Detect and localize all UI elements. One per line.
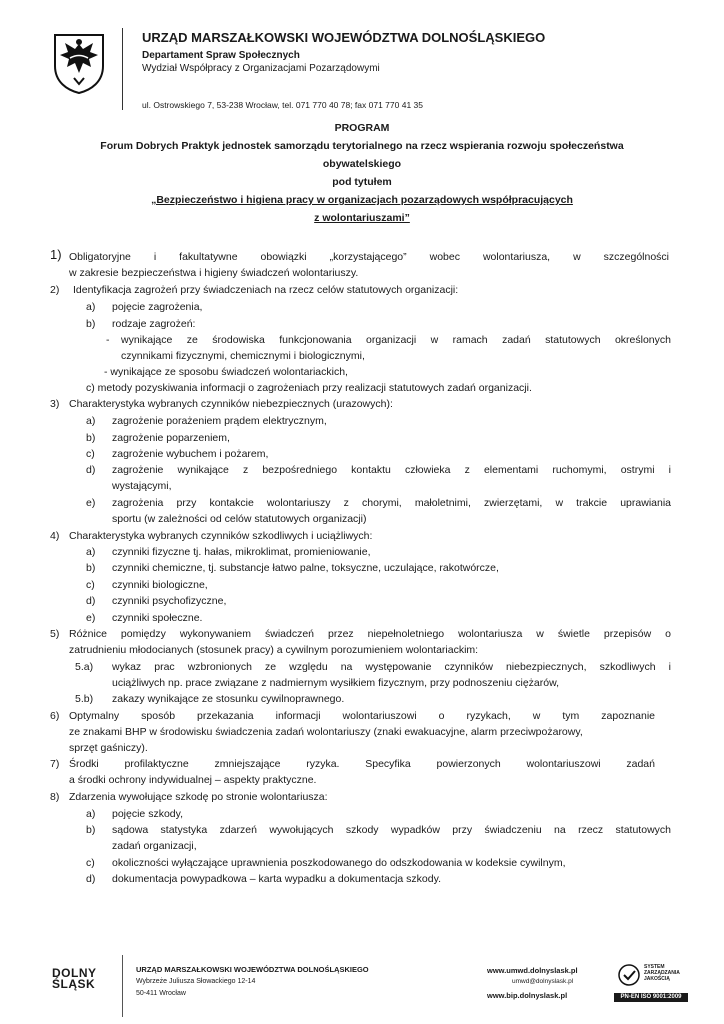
sub-marker: d) [86,873,96,885]
dash-marker: - [106,334,110,346]
sub-marker: b) [86,562,96,574]
item-6-line-3: sprzęt gaśniczy). [69,742,148,754]
item-3-heading: Charakterystyka wybranych czynników niebezpiecznych (urazowych): [69,398,393,410]
item-5a-line-1: wykaz prac wzbronionych ze względu na występowanie czynników niebezpiecznych, szkodliwych i [112,661,671,673]
logo-line-1: DOLNY [52,966,97,980]
item-number: 4) [50,530,60,542]
sub-marker: b) [86,432,96,444]
footer-city: 50-411 Wrocław [136,990,186,997]
sub-marker: d) [86,595,96,607]
sub-marker: a) [86,301,96,313]
item-3d-line-2: wystającymi, [112,480,172,492]
item-2b-2: - wynikające ze sposobu świadczeń wolontariackich, [104,366,348,378]
topic-title-line-2-text: z wolontariuszami” [314,212,410,224]
item-5a-line-2: uciążliwych np. prace związane z nadmiernym wysiłkiem fizycznym, przy podnoszeniu ciężarów, [112,677,560,689]
item-number: 1) [50,247,62,262]
item-6-line-1: Optymalny sposób przekazania informacji wolontariuszowi o ryzykach, w tym zapoznanie [69,710,655,722]
item-2b: rodzaje zagrożeń: [112,318,196,330]
footer-email-link[interactable]: umwd@dolnyslask.pl [512,978,574,985]
institution-name: URZĄD MARSZAŁKOWSKI WOJEWÓDZTWA DOLNOŚLĄSKIEGO [142,30,546,45]
item-3e-line-2: sportu (w zależności od celów statutowych organizacji) [112,513,367,525]
department-name: Departament Spraw Społecznych [142,50,300,61]
item-2a: pojęcie zagrożenia, [112,301,203,313]
header-divider [122,28,123,110]
item-7-line-2: a środki ochrony indywidualnej – aspekty praktyczne. [69,774,317,786]
certificate-text: SYSTEM ZARZĄDZANIA JAKOŚCIĄ [644,964,680,982]
item-number: 2) [50,284,60,296]
item-4a: czynniki fizyczne tj. hałas, mikroklimat, promieniowanie, [112,546,371,558]
item-4e: czynniki społeczne. [112,612,203,624]
sub-marker: b) [86,318,96,330]
footer-street: Wybrzeże Juliusza Słowackiego 12-14 [136,978,256,985]
item-6-line-2: ze znakami BHP w środowisku świadczenia zadań wolontariuszy (znaki ewakuacyjne, alarm przeciwpożarowy, [69,726,583,738]
item-5-line-1: Różnice pomiędzy wykonywaniem świadczeń przez niepełnoletniego wolontariusza w świetle przepisów o [69,628,671,640]
item-8b-line-1: sądowa statystyka zdarzeń wywołujących szkody wypadków przy świadczeniu na rzecz statutowych [112,824,671,836]
footer-bip-link[interactable]: www.bip.dolnyslask.pl [487,991,568,1000]
eagle-crest-logo [52,32,106,94]
topic-title-line-2 [0,212,724,224]
item-8b-line-2: zadań organizacji, [112,840,197,852]
sub-marker: e) [86,497,96,509]
dolny-slask-logo [52,968,102,990]
footer-divider [122,955,123,1017]
item-number: 3) [50,398,60,410]
sub-marker: e) [86,612,96,624]
item-3e-line-1: zagrożenia przy kontakcie wolontariuszy z chorymi, małoletnimi, zwierzętami, w trakcie uprawiania [112,497,671,509]
item-3d-line-1: zagrożenie wynikające z bezpośredniego kontaktu człowieka z elementami ruchomymi, ostrymi i [112,464,671,476]
sub-marker: a) [86,546,96,558]
sub-marker: b) [86,824,96,836]
sub-marker: d) [86,464,96,476]
item-4-heading: Charakterystyka wybranych czynników szkodliwych i uciążliwych: [69,530,373,542]
forum-title-line-2: obywatelskiego [322,158,402,170]
footer-website-link[interactable]: www.umwd.dolnyslask.pl [487,966,578,975]
item-3c: zagrożenie wybuchem i pożarem, [112,448,269,460]
item-2b-1-line-1: wynikające ze środowiska funkcjonowania organizacji w ramach zadań statutowych określonych [121,334,671,346]
item-2c: c) metody pozyskiwania informacji o zagrożeniach przy realizacji statutowych zadań organizacji. [86,382,532,394]
item-3a: zagrożenie porażeniem prądem elektrycznym, [112,415,327,427]
sub-marker: 5.a) [75,661,94,673]
item-5b: zakazy wynikające ze stosunku cywilnoprawnego. [112,693,345,705]
item-number: 5) [50,628,60,640]
item-1-line-2: w zakresie bezpieczeństwa i higieny świadczeń wolontariuszy. [69,267,359,279]
item-4b: czynniki chemiczne, tj. substancje łatwo palne, toksyczne, uczulające, rakotwórcze, [112,562,499,574]
item-8c: okoliczności wyłączające uprawnienia poszkodowanego do odszkodowania w kodeksie cywilnym, [112,857,566,869]
item-number: 8) [50,791,60,803]
item-1-line-1: Obligatoryjne i fakultatywne obowiązki „korzystającego” wobec wolontariusza, w szczególności [69,251,669,263]
topic-title-line-1-text: „Bezpieczeństwo i higiena pracy w organizacjach pozarządowych współpracujących [151,194,573,206]
item-5-line-2: zatrudnieniu młodocianych (stosunek pracy) a cywilnym porozumieniem wolontariackim: [69,644,479,656]
item-3b: zagrożenie poparzeniem, [112,432,230,444]
item-7-line-1: Środki profilaktyczne zmniejszające ryzyka. Specyfika powierzonych wolontariuszowi zadań [69,758,655,770]
item-8a: pojęcie szkody, [112,808,184,820]
item-4d: czynniki psychofizyczne, [112,595,227,607]
sub-marker: c) [86,448,95,460]
forum-title-line-1: Forum Dobrych Praktyk jednostek samorządu terytorialnego na rzecz wspierania rozwoju społeczeństwa [100,140,624,152]
sub-marker: c) [86,857,95,869]
item-4c: czynniki biologiczne, [112,579,208,591]
sub-marker: a) [86,808,96,820]
item-8-heading: Zdarzenia wywołujące szkodę po stronie wolontariusza: [69,791,328,803]
topic-title-line-1 [0,194,724,206]
sub-marker: c) [86,579,95,591]
contact-address: ul. Ostrowskiego 7, 53-238 Wrocław, tel. 071 770 40 78; fax 071 770 41 35 [142,100,423,110]
item-number: 6) [50,710,60,722]
subtitle-label: pod tytułem [332,176,392,188]
item-8d: dokumentacja powypadkowa – karta wypadku a dokumentacja szkody. [112,873,441,885]
sub-marker: a) [86,415,96,427]
sub-marker: 5.b) [75,693,94,705]
logo-line-2: ŚLĄSK [52,977,96,991]
iso-badge: PN-EN ISO 9001:2009 [614,993,688,1002]
program-heading: PROGRAM [334,122,390,134]
unit-name: Wydział Współpracy z Organizacjami Pozarządowymi [142,63,380,74]
footer-institution: URZĄD MARSZAŁKOWSKI WOJEWÓDZTWA DOLNOŚLĄSKIEGO [136,965,369,974]
item-2-heading: Identyfikacja zagrożeń przy świadczeniach na rzecz celów statutowych organizacji: [73,284,459,296]
item-2b-1-line-2: czynnikami fizycznymi, chemicznymi i biologicznymi, [121,350,365,362]
item-number: 7) [50,758,60,770]
